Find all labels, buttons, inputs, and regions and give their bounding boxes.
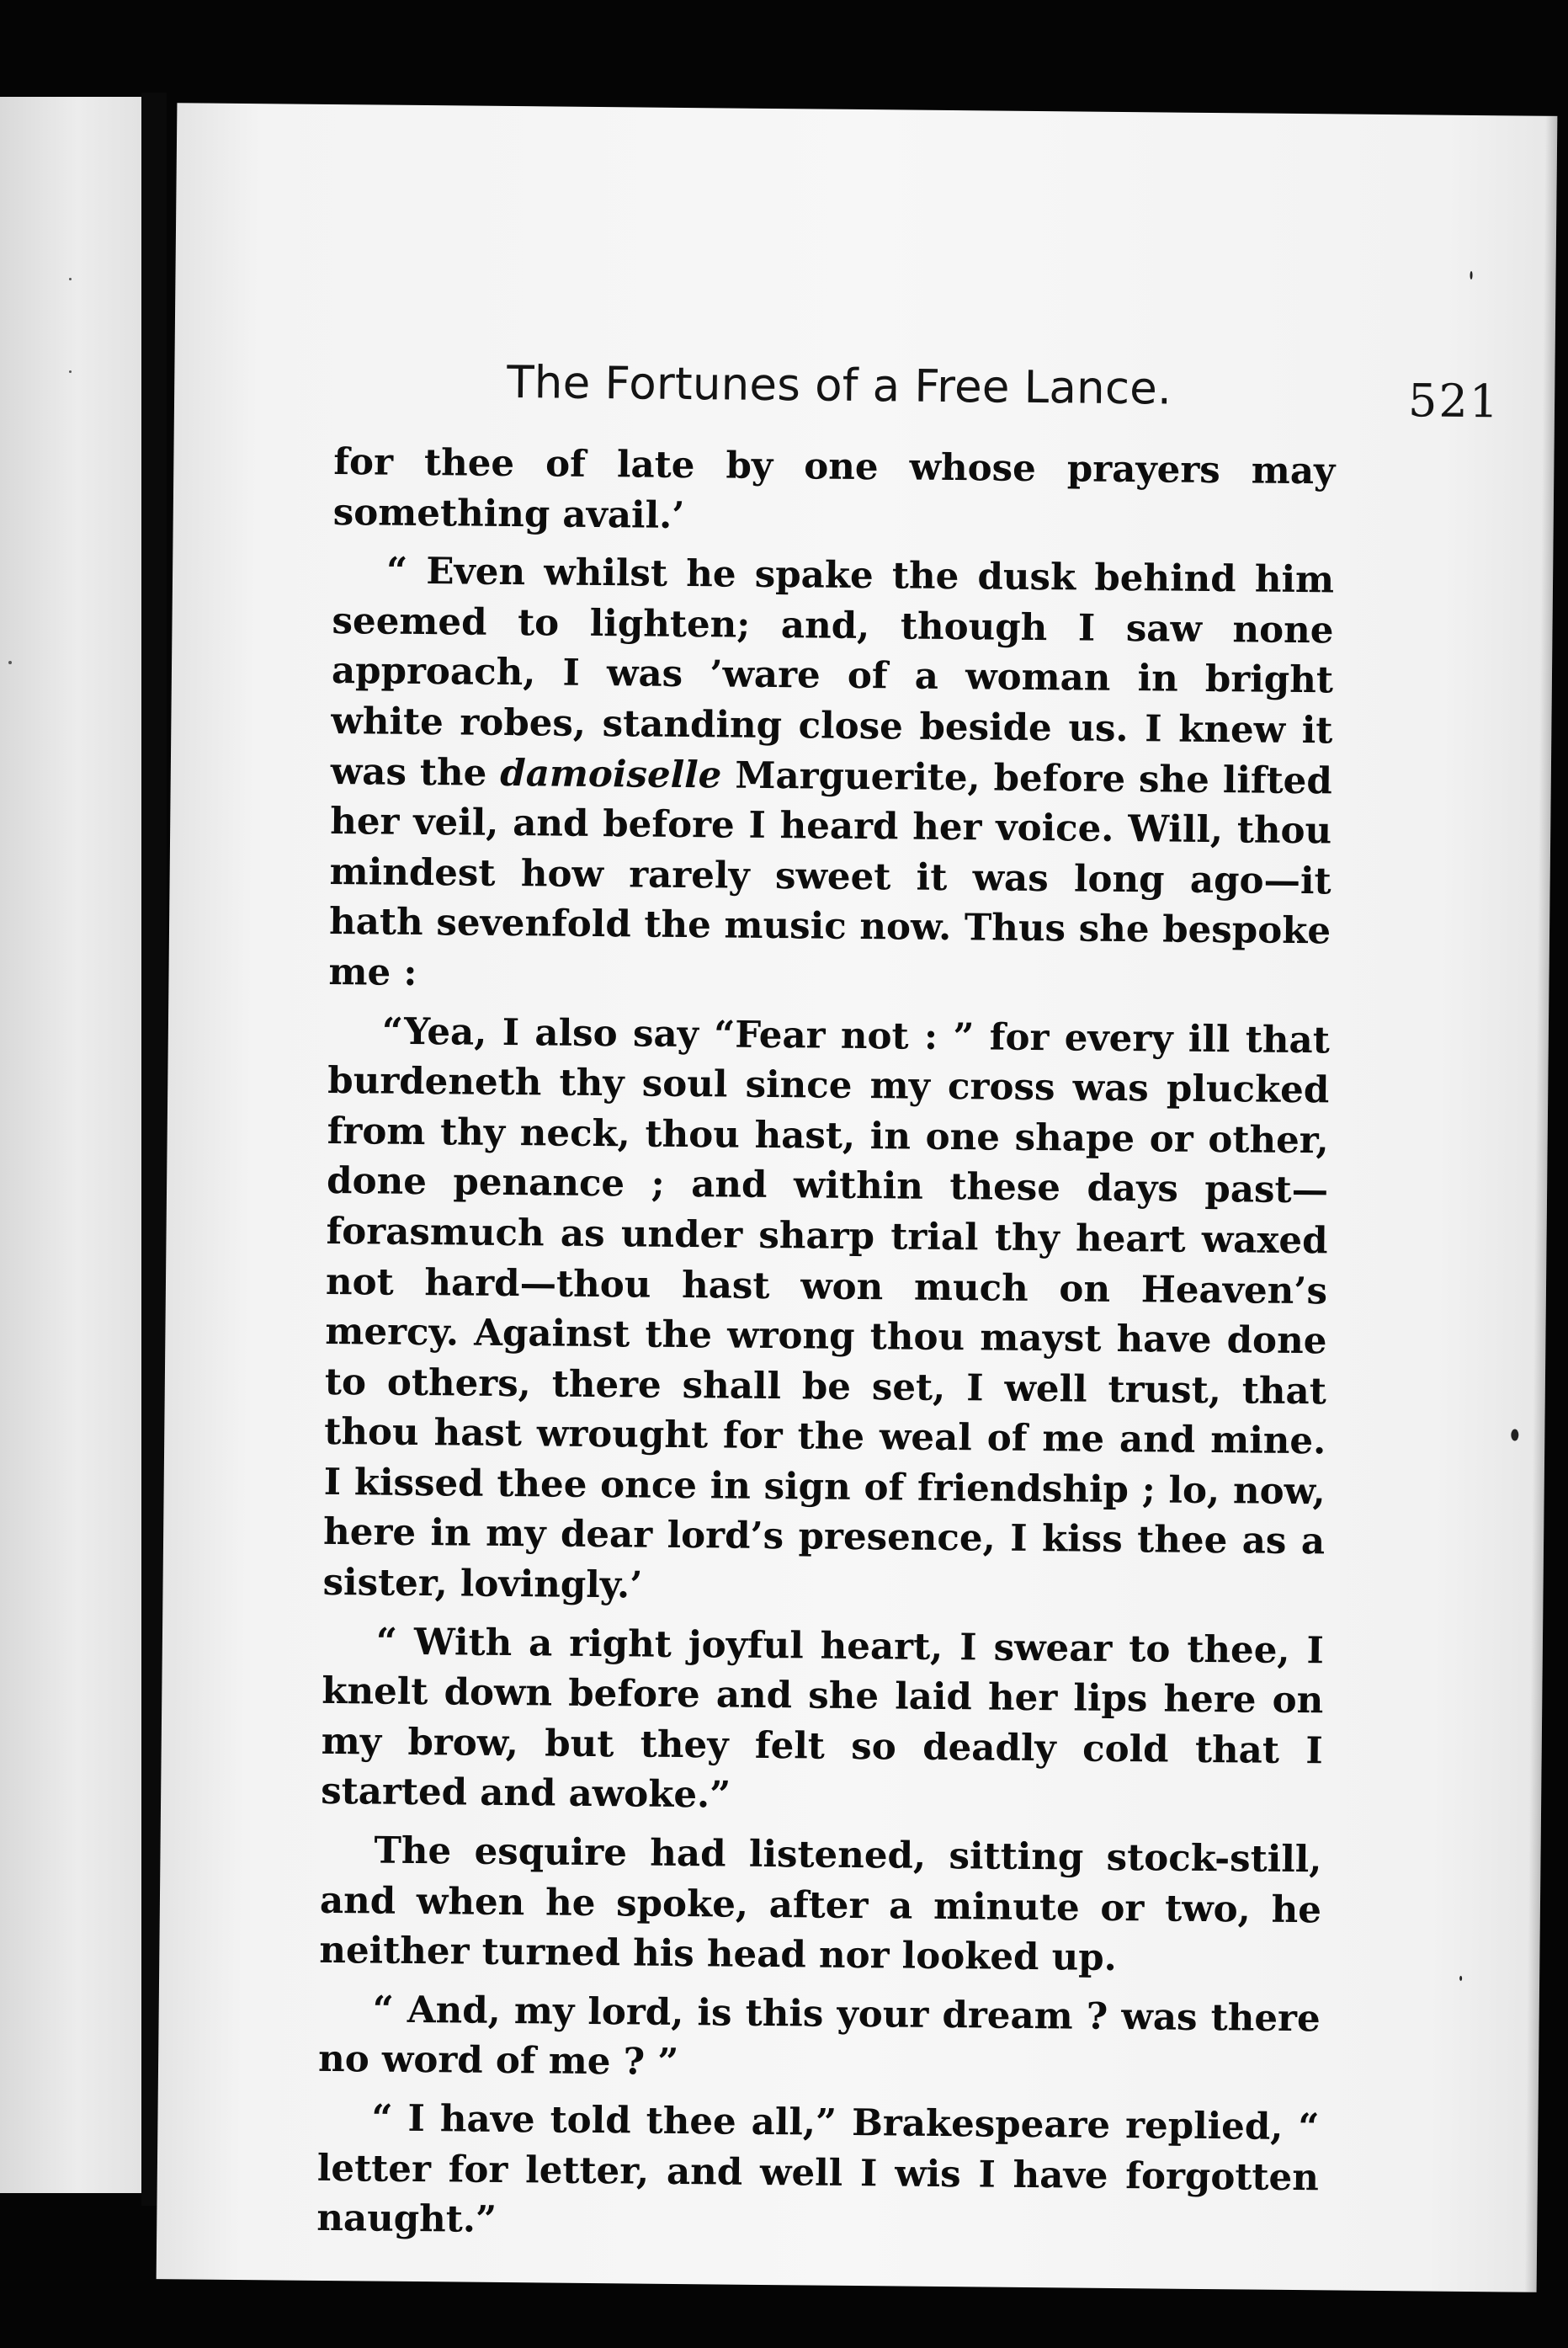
ink-speck xyxy=(1511,1429,1518,1440)
page-speck xyxy=(69,370,72,373)
paragraph xyxy=(316,2093,1320,2253)
page-number: 521 xyxy=(1407,374,1501,429)
paragraph-text: “ And, my lord, is this your dream ? was there no word of me ? ” xyxy=(317,1988,1321,2084)
paragraph-text: The esquire had listened, sitting stock-still, and when he spoke, after a minute or two, he neither turned his head nor looked up. xyxy=(319,1829,1322,1980)
paragraph-text: Marguerite, before she lifted her veil, and before I heard her voice. Will, thou mindest how rarely sweet it was long ago—it hath sevenfold the music now. Thus she bespoke me : xyxy=(328,753,1333,994)
page-speck xyxy=(69,278,72,280)
paragraph-text: “Yea, I also say “Fear not : ” for every ill that burdeneth thy soul since my cross was plucked from thy neck, thou hast, in one shape or other, done penance ; and within these days past—forasmuch as under sharp trial thy heart waxed not hard—thou hast won much on Heaven’s mercy. Against the wrong thou mayst have done to others, there shall be set, I well trust, that thou hast wrought for the weal of me and mine. I kissed thee once in sign of friendship ; lo, now, here in my dear lord’s presence, I kiss thee as a sister, lovingly.’ xyxy=(322,1009,1331,1607)
paragraph-text: “ Even whilst he spake the dusk behind him seemed to lighten; and, though I saw none approach, I was ’ware of a woman in bright white robes, standing close beside us. I knew it was the xyxy=(330,549,1335,795)
body-text xyxy=(316,437,1336,2253)
ink-speck xyxy=(1459,1976,1462,1981)
paragraph-text: for thee of late by one whose prayers may something avail.’ xyxy=(332,439,1336,537)
paragraph xyxy=(322,1005,1330,1617)
page-speck xyxy=(8,661,12,664)
paragraph xyxy=(319,1825,1322,1985)
paragraph-text: “ With a right joyful heart, I swear to thee, I knelt down before and she laid her lips here on my brow, but they felt so deadly cold that I started and awoke.” xyxy=(320,1620,1325,1818)
paragraph xyxy=(321,1616,1324,1827)
paragraph xyxy=(328,546,1334,1007)
ink-speck xyxy=(1470,271,1473,280)
previous-page-edge xyxy=(0,97,141,2193)
italic-word: damoiselle xyxy=(500,751,722,796)
paragraph-text: “ I have told thee all,” Brakespeare replied, “ letter for letter, and well I wis I have forgotten naught.” xyxy=(316,2096,1320,2242)
running-head xyxy=(507,357,1501,434)
running-head-title: The Fortunes of a Free Lance. xyxy=(506,356,1172,415)
paragraph xyxy=(333,437,1336,547)
book-page xyxy=(157,103,1558,2292)
paragraph xyxy=(318,1984,1321,2095)
